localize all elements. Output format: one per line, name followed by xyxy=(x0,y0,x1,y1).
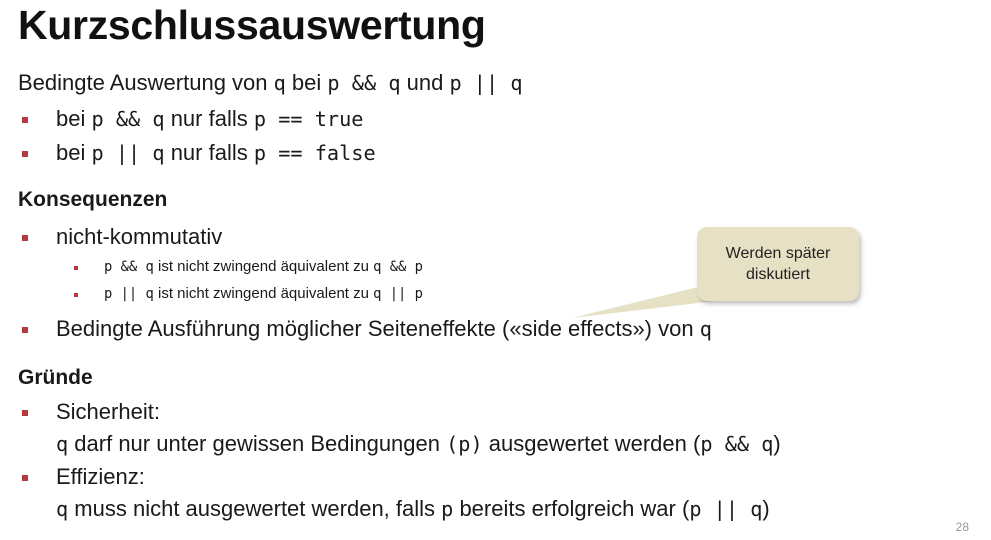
bullet-text: nur falls xyxy=(164,106,254,131)
text: ) xyxy=(762,496,770,521)
bullet-code: p && q xyxy=(91,107,165,131)
item-code: q xyxy=(699,317,712,341)
code: p || q xyxy=(689,497,763,521)
intro-code-or: p || q xyxy=(449,71,523,95)
item-text: Bedingte Ausführung möglicher Seiteneffekte («side effects») von xyxy=(56,316,700,341)
bullet-marker xyxy=(22,410,28,416)
text: darf nur unter gewissen Bedingungen xyxy=(68,431,447,456)
sicherheit-label: Sicherheit: xyxy=(56,399,160,424)
text: muss nicht ausgewertet werden, falls xyxy=(68,496,442,521)
callout-line: diskutiert xyxy=(745,266,811,283)
sub-text: ist nicht zwingend äquivalent zu xyxy=(153,285,374,302)
code: p xyxy=(441,497,454,521)
sub-code: q || p xyxy=(373,286,423,302)
intro-text-b: bei xyxy=(285,70,328,95)
sicherheit-text xyxy=(56,431,781,457)
bullet-code: p == true xyxy=(253,107,364,131)
text: bereits erfolgreich war ( xyxy=(453,496,690,521)
sub-code: q && p xyxy=(373,259,423,275)
text: ausgewertet werden ( xyxy=(482,431,701,456)
effizienz-text xyxy=(56,496,770,522)
sub-code: p || q xyxy=(104,286,154,302)
slide-title: Kurzschlussauswertung xyxy=(18,2,486,48)
text: ) xyxy=(773,431,781,456)
page-number: 28 xyxy=(955,520,969,534)
konsequenzen-heading: Konsequenzen xyxy=(18,188,168,211)
code: (p) xyxy=(446,432,483,456)
bullet-marker xyxy=(22,475,28,481)
bullet-text: bei xyxy=(56,106,92,131)
callout-note xyxy=(697,227,859,301)
gruende-heading: Gründe xyxy=(18,366,93,389)
bullet-code: p == false xyxy=(253,141,376,165)
code: q xyxy=(56,497,69,521)
bullet-text: bei xyxy=(56,140,92,165)
bullet-code: p || q xyxy=(91,141,165,165)
intro-text-a: Bedingte Auswertung von xyxy=(18,70,274,95)
callout-line: Werden später xyxy=(725,245,831,262)
effizienz-label: Effizienz: xyxy=(56,464,145,489)
intro-code-and: p && q xyxy=(327,71,401,95)
intro-code-q: q xyxy=(273,71,286,95)
nicht-kommutativ-item: nicht-kommutativ xyxy=(56,224,223,249)
bullet-text: nur falls xyxy=(164,140,254,165)
sub-text: ist nicht zwingend äquivalent zu xyxy=(153,258,374,275)
intro-text-c: und xyxy=(400,70,450,95)
code: q xyxy=(56,432,69,456)
sub-code: p && q xyxy=(104,259,154,275)
code: p && q xyxy=(700,432,774,456)
